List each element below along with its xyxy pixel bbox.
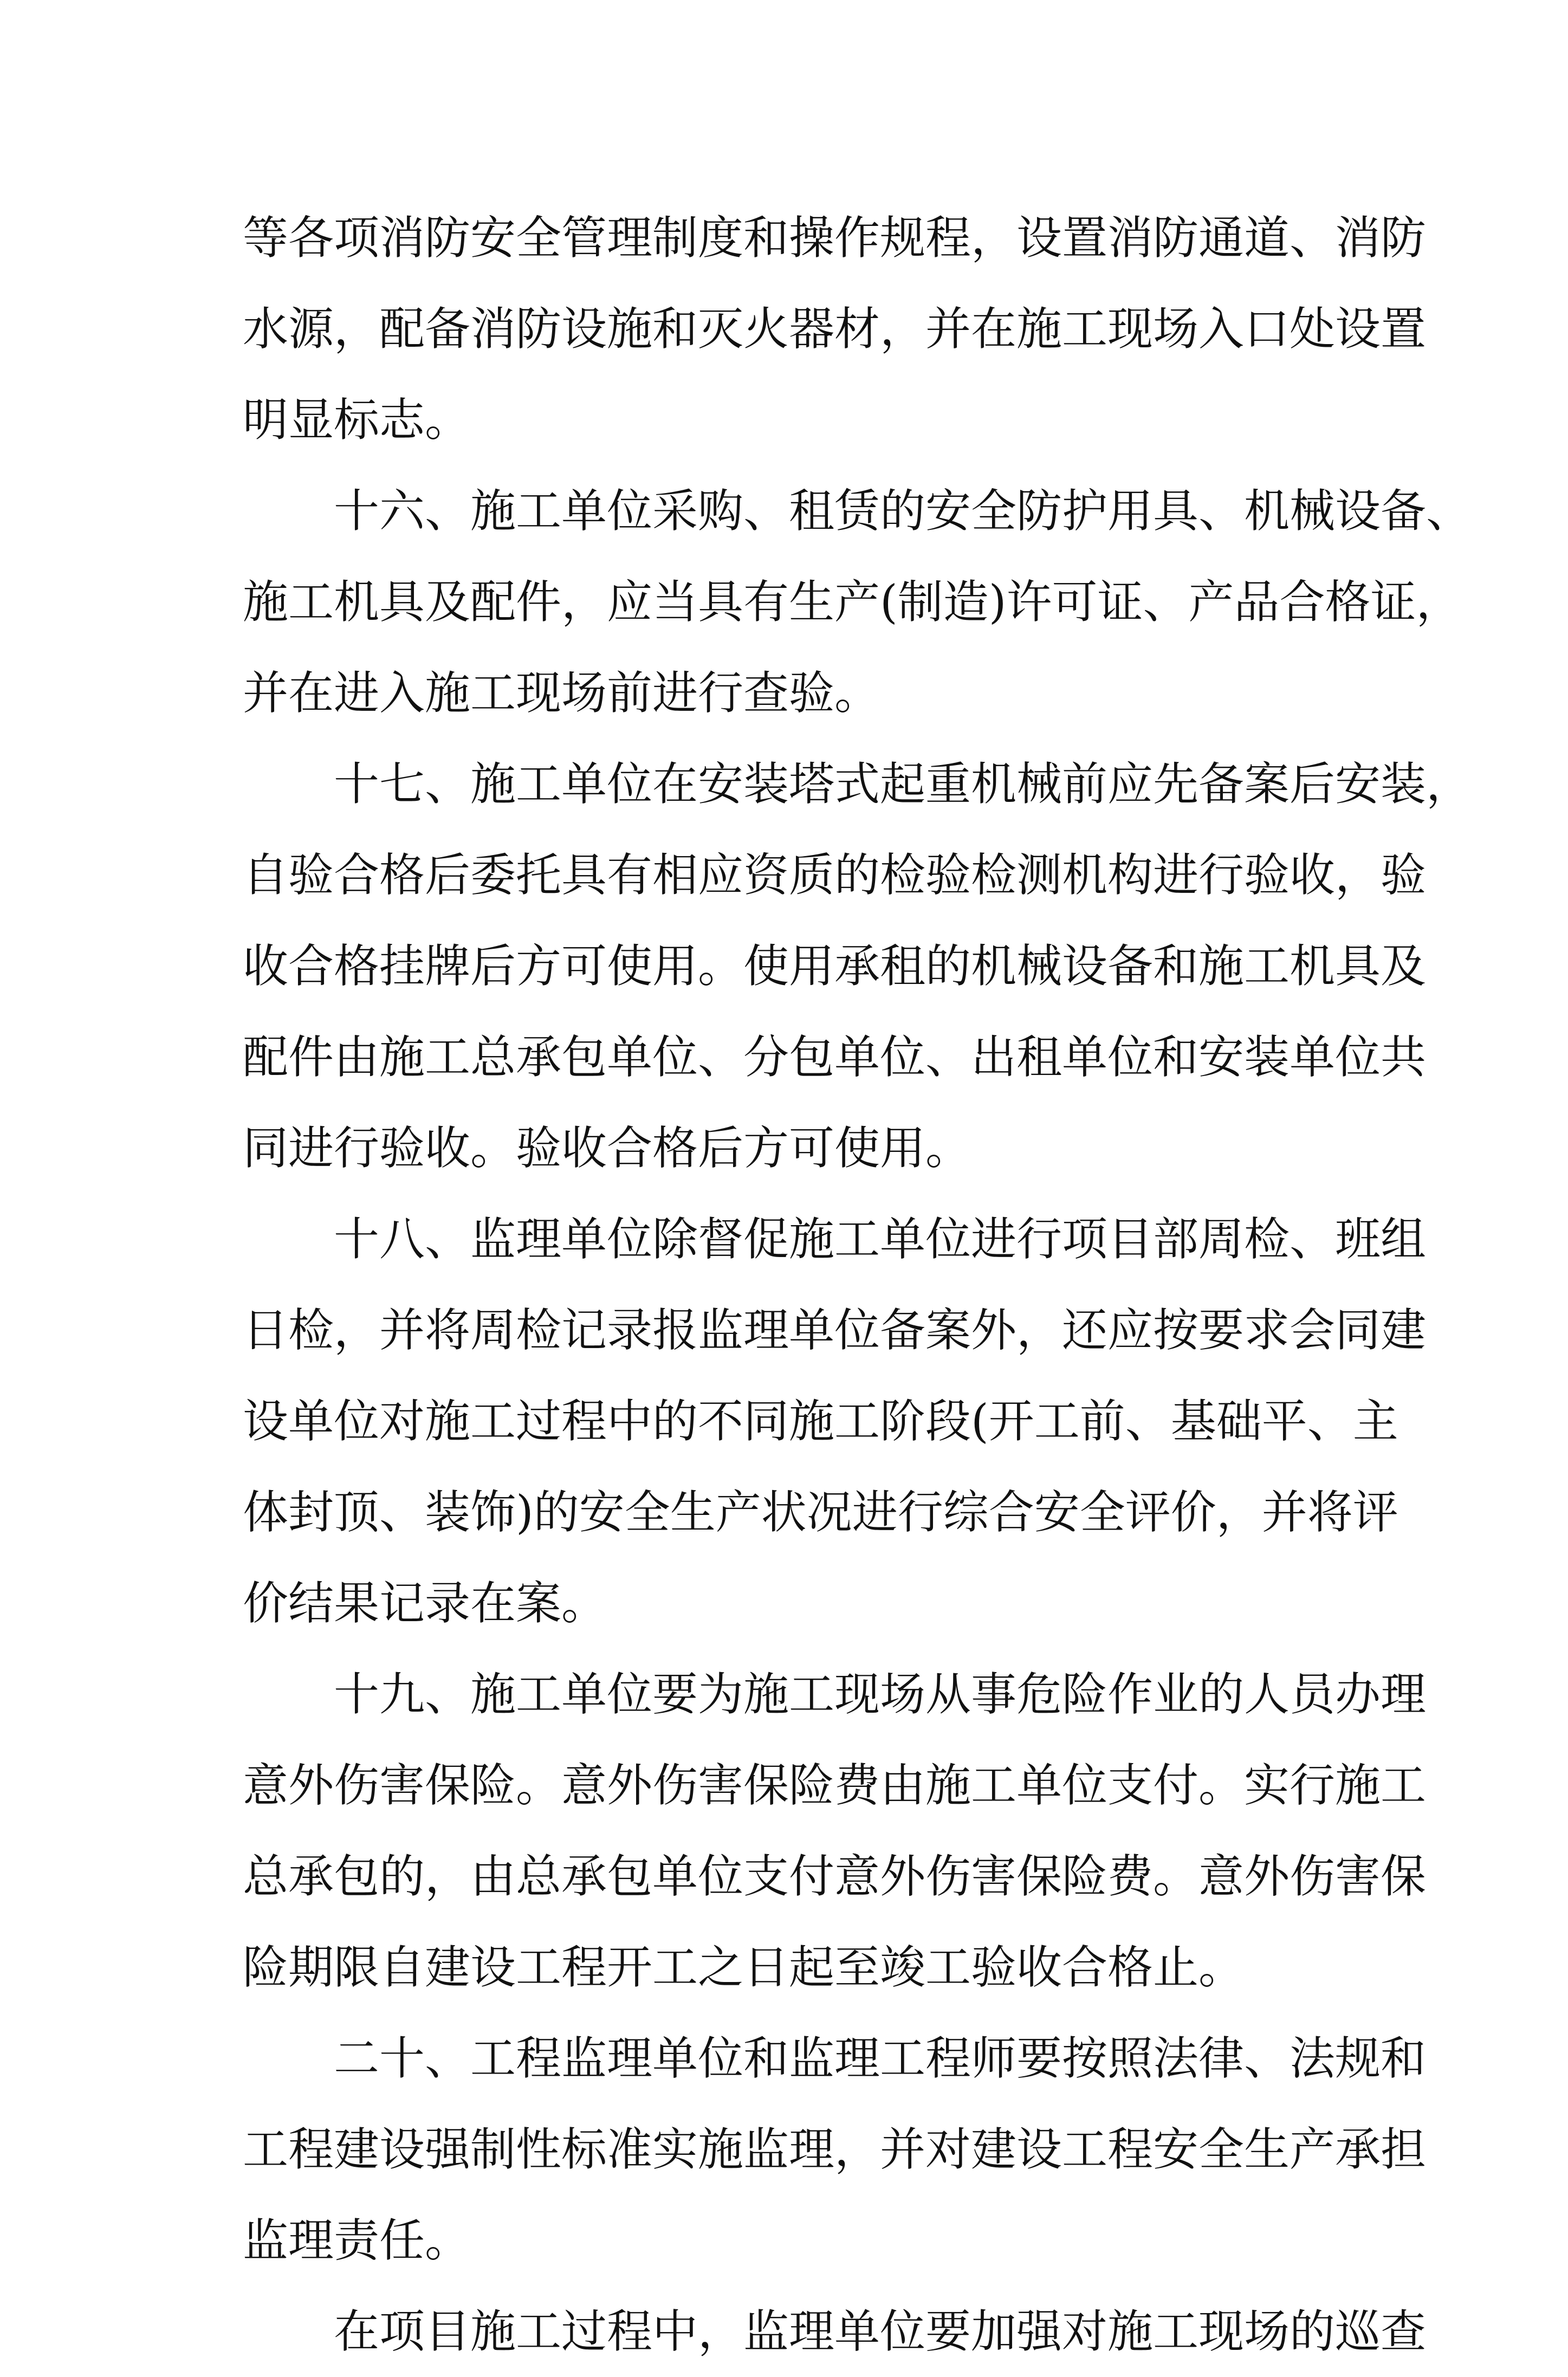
paragraph-item-17 (243, 739, 1472, 1194)
text-line: 明显标志。 (243, 393, 471, 446)
text-line: 价结果记录在案。 (243, 1577, 607, 1630)
text-line: 监理责任。 (243, 2214, 471, 2267)
paragraph-item-20 (243, 2013, 1427, 2286)
text-line: 同进行验收。验收合格后方可使用。 (243, 1122, 971, 1175)
text-line: 等各项消防安全管理制度和操作规程，设置消防通道、消防 (243, 211, 1427, 264)
text-line: 配件由施工总承包单位、分包单位、出租单位和安装单位共 (243, 1031, 1427, 1084)
text-line: 十九、施工单位要为施工现场从事危险作业的人员办理 (334, 1668, 1427, 1721)
paragraph-item-18 (243, 1194, 1427, 1649)
paragraph-fire-safety-continued (243, 192, 1427, 465)
text-line: 工程建设强制性标准实施监理，并对建设工程安全生产承担 (243, 2123, 1427, 2176)
text-line: 十六、施工单位采购、租赁的安全防护用具、机械设备、 (334, 484, 1472, 537)
document-body (243, 192, 1472, 2377)
text-line: 并在进入施工现场前进行查验。 (243, 666, 880, 720)
text-line: 水源，配备消防设施和灭火器材，并在施工现场入口处设置 (243, 302, 1427, 355)
text-line: 体封顶、装饰)的安全生产状况进行综合安全评价，并将评 (243, 1486, 1398, 1539)
text-line: 收合格挂牌后方可使用。使用承租的机械设备和施工机具及 (243, 940, 1427, 993)
paragraph-item-16 (243, 465, 1472, 739)
paragraph-item-19 (243, 1649, 1427, 2013)
text-line: 在项目施工过程中，监理单位要加强对施工现场的巡查 (334, 2305, 1427, 2358)
text-line: 设单位对施工过程中的不同施工阶段(开工前、基础平、主 (243, 1395, 1398, 1448)
text-line: 总承包的，由总承包单位支付意外伤害保险费。意外伤害保 (243, 1850, 1427, 1903)
text-line: 日检，并将周检记录报监理单位备案外，还应按要求会同建 (243, 1304, 1427, 1357)
text-line: 二十、工程监理单位和监理工程师要按照法律、法规和 (334, 2032, 1427, 2085)
text-line: 十七、施工单位在安装塔式起重机械前应先备案后安装， (334, 757, 1472, 811)
text-line: 十八、监理单位除督促施工单位进行项目部周检、班组 (334, 1213, 1427, 1266)
text-line: 施工机具及配件，应当具有生产(制造)许可证、产品合格证， (243, 575, 1462, 629)
text-line: 险期限自建设工程开工之日起至竣工验收合格止。 (243, 1941, 1245, 1994)
text-line: 意外伤害保险。意外伤害保险费由施工单位支付。实行施工 (243, 1759, 1427, 1812)
paragraph-supervision-inspection (243, 2286, 1427, 2377)
text-line: 自验合格后委托具有相应资质的检验检测机构进行验收，验 (243, 849, 1427, 902)
